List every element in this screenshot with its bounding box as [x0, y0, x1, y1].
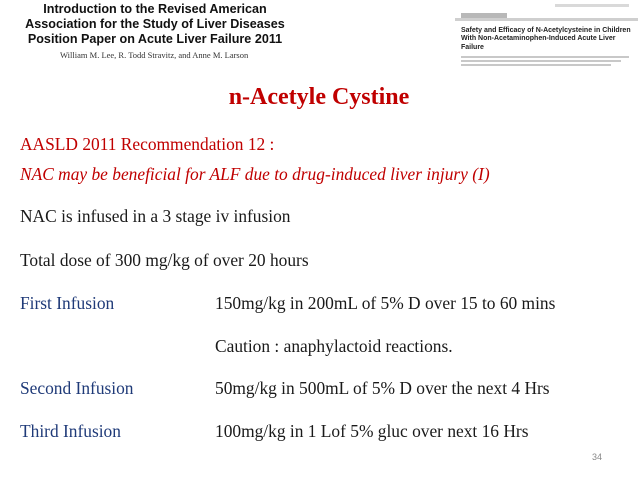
third-infusion-label: Third Infusion: [20, 421, 121, 441]
caution-text: Caution : anaphylactoid reactions.: [215, 336, 453, 356]
paper-thumbnail-left: [0, 0, 300, 62]
total-dose-text: Total dose of 300 mg/kg of over 20 hours: [20, 250, 309, 270]
paper-title-right: Safety and Efficacy of N-Acetylcysteine in Children With Non-Acetaminophen-Induced Acute Liver Failure: [461, 27, 631, 51]
paper-title-left: Introduction to the Revised American Association for the Study of Liver Diseases Position Paper on Acute Liver Failure 2011: [25, 2, 285, 46]
paper-header-line: [555, 4, 629, 7]
infusion-stage-text: NAC is infused in a 3 stage iv infusion: [20, 206, 291, 226]
paper-authors-left: William M. Lee, R. Todd Stravitz, and Anne M. Larson: [60, 50, 249, 60]
first-infusion-value: 150mg/kg in 200mL of 5% D over 15 to 60 mins: [215, 293, 556, 313]
paper-divider: [455, 18, 638, 21]
recommendation-detail: NAC may be beneficial for ALF due to drug-induced liver injury (I): [20, 164, 490, 184]
slide-title: n-Acetyle Cystine: [228, 84, 410, 110]
page-number: 34: [592, 452, 603, 462]
first-infusion-label: First Infusion: [20, 293, 115, 313]
third-infusion-value: 100mg/kg in 1 Lof 5% gluc over next 16 Hrs: [215, 421, 529, 441]
recommendation-heading: AASLD 2011 Recommendation 12 :: [20, 134, 275, 154]
paper-thumbnail-right: [455, 0, 638, 70]
second-infusion-value: 50mg/kg in 500mL of 5% D over the next 4 Hrs: [215, 378, 550, 398]
second-infusion-label: Second Infusion: [20, 378, 134, 398]
